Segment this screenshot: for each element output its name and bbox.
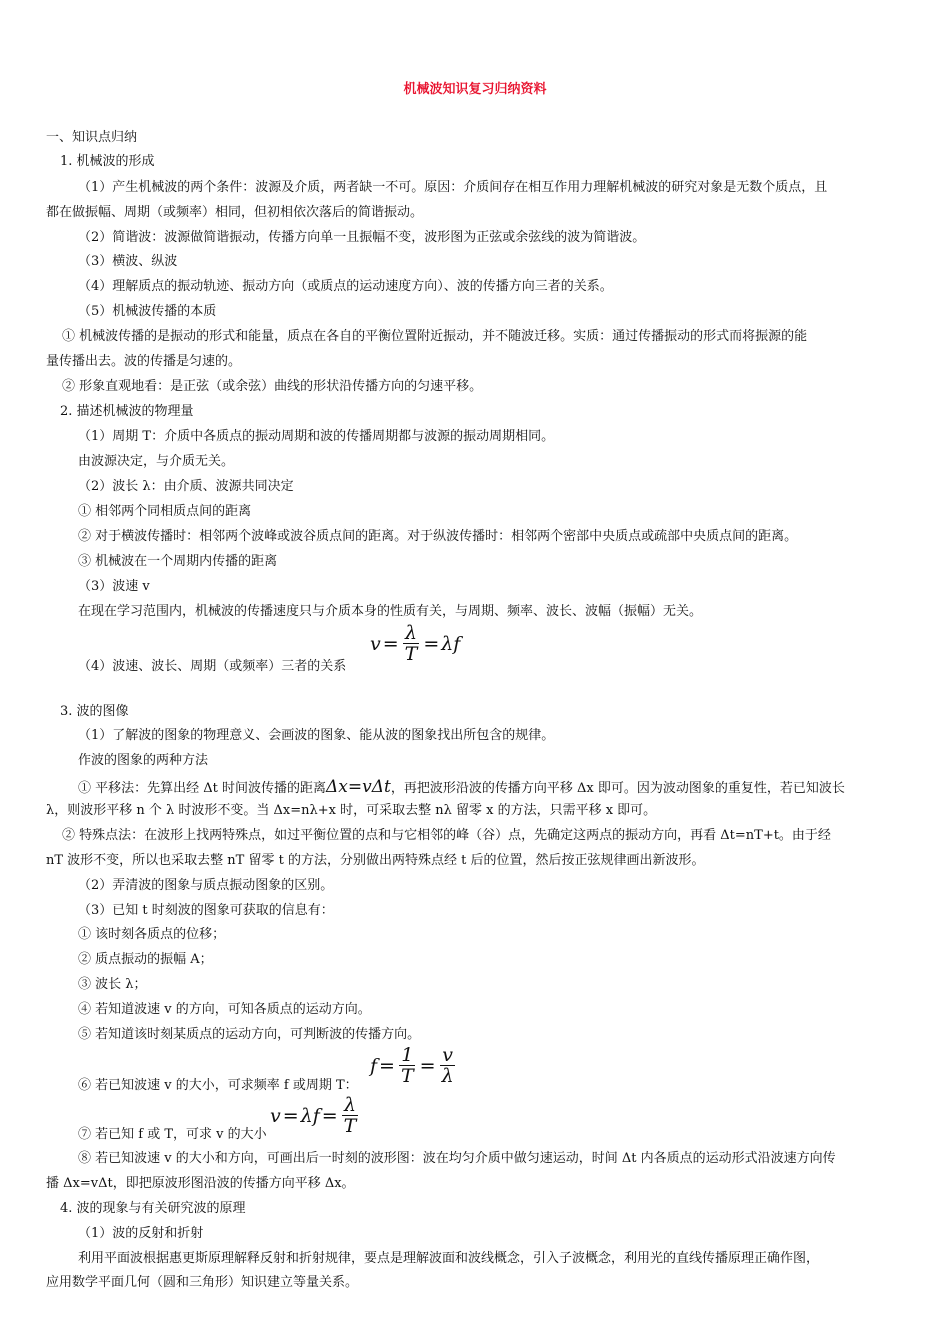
text-span: ，再把波形沿波的传播方向平移 Δx 即可。因为波动图象的重复性，若已知波长: [390, 781, 845, 796]
paragraph-line: （1）产生机械波的两个条件：波源及介质，两者缺一不可。原因：介质间存在相互作用力理解机械波的研究对象是无数个质点，且: [78, 180, 828, 195]
paragraph-line: 作波的图象的两种方法: [78, 753, 209, 768]
paragraph-line: ③ 波长 λ；: [78, 977, 147, 992]
paragraph-line: （1）周期 T：介质中各质点的振动周期和波的传播周期都与波源的振动周期相同。: [78, 429, 555, 444]
paragraph-line: ⑤ 若知道该时刻某质点的运动方向，可判断波的传播方向。: [78, 1027, 421, 1042]
paragraph-line: λ，则波形平移 n 个 λ 时波形不变。当 Δx=nλ+x 时，可采取去整 nλ 留零 x 的方法，只需平移 x 即可。: [46, 803, 657, 818]
paragraph-line: ② 形象直观地看：是正弦（或余弦）曲线的形状沿传播方向的匀速平移。: [62, 379, 483, 394]
paragraph-line: （1）波的反射和折射: [78, 1226, 204, 1241]
formula-wave-speed: v = $\frac{\lambda}{T}$ = λf: [370, 622, 461, 665]
paragraph-line: （2）简谐波：波源做简谐振动，传播方向单一且振幅不变，波形图为正弦或余弦线的波为简谐波。: [78, 230, 646, 245]
subheading: 1. 机械波的形成: [60, 154, 155, 169]
subheading: 3. 波的图像: [60, 704, 129, 719]
paragraph-line: ④ 若知道波速 v 的方向，可知各质点的运动方向。: [78, 1002, 371, 1017]
paragraph-line: ① 相邻两个同相质点间的距离: [78, 504, 252, 519]
paragraph-line: ② 对于横波传播时：相邻两个波峰或波谷质点间的距离。对于纵波传播时：相邻两个密部中央质点或疏部中央质点间的距离。: [78, 529, 798, 544]
paragraph-line: （3）波速 v: [78, 579, 150, 594]
paragraph-line: ① 机械波传播的是振动的形式和能量，质点在各自的平衡位置附近振动，并不随波迁移。实质：通过传播振动的形式而将振源的能: [62, 329, 808, 344]
paragraph-line: ① 该时刻各质点的位移；: [78, 927, 226, 942]
document-title: 机械波知识复习归纳资料: [403, 82, 547, 97]
paragraph-line: （4）波速、波长、周期（或频率）三者的关系: [78, 659, 347, 674]
paragraph-line: ③ 机械波在一个周期内传播的距离: [78, 554, 278, 569]
paragraph-line: （2）波长 λ：由介质、波源共同决定: [78, 479, 294, 494]
paragraph-line: 播 Δx=vΔt，即把原波形图沿波的传播方向平移 Δx。: [46, 1176, 355, 1191]
paragraph-line: （2）弄清波的图象与质点振动图象的区别。: [78, 878, 334, 893]
paragraph-line: [78, 778, 845, 798]
formula-velocity: v = λf = $\frac{\lambda}{T}$: [270, 1094, 357, 1137]
paragraph-line: nT 波形不变，所以也采取去整 nT 留零 t 的方法，分别做出两特殊点经 t 后的位置，然后按正弦规律画出新波形。: [46, 853, 705, 868]
paragraph-line: ⑦ 若已知 f 或 T，可求 v 的大小: [78, 1127, 267, 1142]
text-span: ① 平移法：先算出经 Δt 时间波传播的距离: [78, 781, 327, 796]
formula-displacement: Δx=vΔt: [326, 777, 391, 797]
paragraph-line: ⑥ 若已知波速 v 的大小，可求频率 f 或周期 T：: [78, 1078, 358, 1093]
paragraph-line: 利用平面波根据惠更斯原理解释反射和折射规律，要点是理解波面和波线概念，引入子波概念，利用光的直线传播原理正确作图，: [78, 1251, 820, 1266]
subheading: 4. 波的现象与有关研究波的原理: [60, 1201, 246, 1216]
paragraph-line: 在现在学习范围内，机械波的传播速度只与介质本身的性质有关，与周期、频率、波长、波幅（振幅）无关。: [78, 604, 703, 619]
paragraph-line: 应用数学平面几何（圆和三角形）知识建立等量关系。: [46, 1275, 359, 1290]
paragraph-line: （3）横波、纵波: [78, 254, 178, 269]
paragraph-line: 量传播出去。波的传播是匀速的。: [46, 354, 242, 369]
paragraph-line: 由波源决定，与介质无关。: [78, 454, 235, 469]
section-heading: 一、知识点归纳: [46, 130, 138, 145]
subheading: 2. 描述机械波的物理量: [60, 404, 194, 419]
paragraph-line: （5）机械波传播的本质: [78, 304, 217, 319]
paragraph-line: （3）已知 t 时刻波的图象可获取的信息有：: [78, 903, 334, 918]
paragraph-line: （1）了解波的图象的物理意义、会画波的图象、能从波的图象找出所包含的规律。: [78, 728, 555, 743]
paragraph-line: （4）理解质点的振动轨迹、振动方向（或质点的运动速度方向）、波的传播方向三者的关系。: [78, 279, 613, 294]
paragraph-line: ② 质点振动的振幅 A；: [78, 952, 213, 967]
formula-frequency: f = $\frac{1}{T}$ = $\frac{v}{\lambda}$: [370, 1044, 454, 1087]
paragraph-line: ⑧ 若已知波速 v 的大小和方向，可画出后一时刻的波形图：波在均匀介质中做匀速运动，时间 Δt 内各质点的运动形式沿波速方向传: [78, 1151, 836, 1166]
paragraph-line: 都在做振幅、周期（或频率）相同，但初相依次落后的简谐振动。: [46, 205, 424, 220]
paragraph-line: ② 特殊点法：在波形上找两特殊点，如过平衡位置的点和与它相邻的峰（谷）点，先确定这两点的振动方向，再看 Δt=nT+t。由于经: [62, 828, 831, 843]
